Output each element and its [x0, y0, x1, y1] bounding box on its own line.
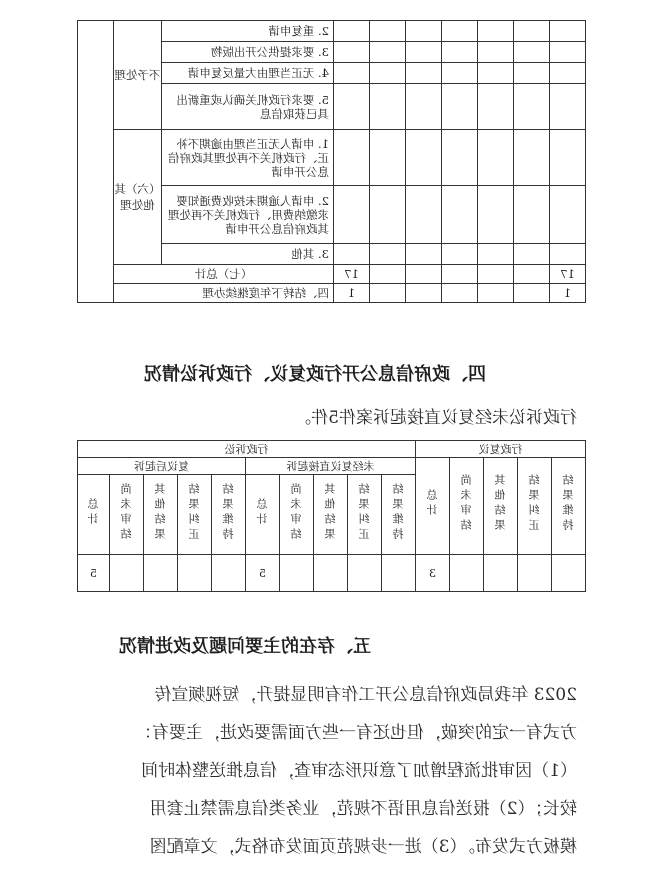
value-cell: [518, 555, 552, 592]
cell: [478, 21, 514, 42]
cell: [370, 42, 406, 63]
carryover-label: 四、结转下年度继续办理: [78, 284, 334, 303]
col-header: 其他结果: [314, 475, 348, 555]
value-cell: [450, 555, 484, 592]
value-cell: [514, 284, 550, 303]
col-header: 尚未审结: [280, 475, 314, 555]
value-cell: 3: [416, 555, 450, 592]
cell: [550, 244, 586, 265]
cell: [370, 130, 406, 186]
value-cell: [406, 284, 442, 303]
value-cell: [442, 284, 478, 303]
total-row: [78, 265, 586, 284]
value-cell: [484, 555, 518, 592]
body-line: 2023 年我局政府信息公开工作有明显提升，短视频宣传: [154, 685, 577, 705]
col-header: 总计: [416, 458, 450, 555]
section-5-heading: 五、存在的主要问题及改进情况: [119, 636, 371, 657]
col-header: 结果纠正: [518, 458, 552, 555]
cell: [514, 130, 550, 186]
cell: [514, 186, 550, 244]
cell: [550, 130, 586, 186]
cell: [550, 84, 586, 130]
values-row: [78, 555, 586, 592]
cell: [478, 244, 514, 265]
review-header: 行政复议: [416, 441, 586, 458]
value-cell: [406, 265, 442, 284]
cell: [478, 130, 514, 186]
row-label: 3. 要求提供公开出版物: [162, 42, 334, 63]
cell: [334, 244, 370, 265]
row-label: 1. 申请人无正当理由逾期不补正、行政机关不再处理其政府信息公开申请: [162, 130, 334, 186]
cell: [370, 186, 406, 244]
cell: [442, 130, 478, 186]
cell: [334, 63, 370, 84]
cell: [442, 84, 478, 130]
value-cell: 5: [246, 555, 280, 592]
cell: [334, 42, 370, 63]
col-header: 结果维持: [382, 475, 416, 555]
after-review-header: 复议后起诉: [78, 458, 246, 475]
row-label: 4. 无正当理由大量反复申请: [162, 63, 334, 84]
cell: [334, 130, 370, 186]
value-cell: [178, 555, 212, 592]
cell: [514, 84, 550, 130]
table-row: [78, 130, 586, 186]
value-cell: 1: [334, 284, 370, 303]
value-cell: [144, 555, 178, 592]
row-label: 2. 申请人逾期未按收费通知要求缴纳费用、行政机关不再处理其政府信息公开申请: [162, 186, 334, 244]
row-label: 3. 其他: [162, 244, 334, 265]
cell: [442, 186, 478, 244]
body-line: （1）因审批流程增加了意识形态审查，信息推送整体时间: [141, 761, 577, 781]
disclosure-stats-table: [77, 20, 586, 303]
cell: [478, 84, 514, 130]
lawsuit-summary-text: 行政诉讼未经复议直接起诉案件5件。: [294, 408, 577, 428]
cell: [442, 63, 478, 84]
col-header: 尚未审结: [110, 475, 144, 555]
body-line: 较长；（2）报送信息用语不规范，业务类信息需禁止套用: [149, 799, 577, 819]
cell: [442, 244, 478, 265]
value-cell: [280, 555, 314, 592]
value-cell: [552, 555, 586, 592]
cell: [334, 186, 370, 244]
left-blank-column: [78, 21, 114, 303]
body-line: 方式有一定的突破，但也还有一些方面需要改进，主要有：: [135, 723, 577, 743]
col-header: 结果纠正: [178, 475, 212, 555]
lawsuit-header: 行政诉讼: [78, 441, 416, 458]
cell: [406, 186, 442, 244]
cell: [550, 63, 586, 84]
col-header: 总计: [78, 475, 110, 555]
cell: [442, 21, 478, 42]
cell: [370, 244, 406, 265]
cell: [406, 63, 442, 84]
col-header: 其他结果: [484, 458, 518, 555]
header-row: [78, 441, 586, 458]
cell: [334, 84, 370, 130]
direct-suit-header: 未经复议直接起诉: [246, 458, 416, 475]
value-cell: [478, 284, 514, 303]
col-header: 总计: [246, 475, 280, 555]
col-header: 结果维持: [212, 475, 246, 555]
value-cell: [514, 265, 550, 284]
cell: [550, 21, 586, 42]
value-cell: [442, 265, 478, 284]
cell: [370, 63, 406, 84]
value-cell: [314, 555, 348, 592]
cell: [478, 42, 514, 63]
value-cell: 17: [334, 265, 370, 284]
col-header: 其他结果: [144, 475, 178, 555]
row-label: 5. 要求行政机关确认或重新出具已获取信息: [162, 84, 334, 130]
carryover-row: [78, 284, 586, 303]
cell: [406, 84, 442, 130]
cell: [406, 42, 442, 63]
value-cell: [370, 284, 406, 303]
value-cell: 17: [550, 265, 586, 284]
cell: [550, 186, 586, 244]
cell: [334, 21, 370, 42]
total-label: （七）总计: [114, 265, 334, 284]
cell: [514, 21, 550, 42]
value-cell: [110, 555, 144, 592]
cell: [514, 42, 550, 63]
cell: [478, 186, 514, 244]
cell: [370, 21, 406, 42]
cell: [478, 63, 514, 84]
value-cell: 1: [550, 284, 586, 303]
cell: [406, 21, 442, 42]
body-line: 模板方式发布。（3）进一步规范页面发布格式，文章配图: [149, 837, 577, 857]
table-row: [78, 21, 586, 42]
value-cell: [478, 265, 514, 284]
value-cell: [348, 555, 382, 592]
cell: [406, 130, 442, 186]
value-cell: [212, 555, 246, 592]
value-cell: [370, 265, 406, 284]
value-cell: 5: [78, 555, 110, 592]
cell: [370, 84, 406, 130]
cell: [514, 244, 550, 265]
cell: [442, 42, 478, 63]
cell: [550, 42, 586, 63]
category-qi-ta-chu-li: （六）其他处理: [114, 130, 162, 265]
col-header: 结果维持: [552, 458, 586, 555]
cell: [514, 63, 550, 84]
col-header: 尚未审结: [450, 458, 484, 555]
subheader-row: [78, 458, 586, 475]
section-4-heading: 四、政府信息公开行政复议、行政诉讼情况: [144, 364, 486, 385]
value-cell: [382, 555, 416, 592]
row-label: 2. 重复申请: [162, 21, 334, 42]
col-header: 结果纠正: [348, 475, 382, 555]
category-bu-yu-chu-li: 不予处理: [114, 21, 162, 130]
review-lawsuit-table: [77, 440, 586, 592]
cell: [406, 244, 442, 265]
